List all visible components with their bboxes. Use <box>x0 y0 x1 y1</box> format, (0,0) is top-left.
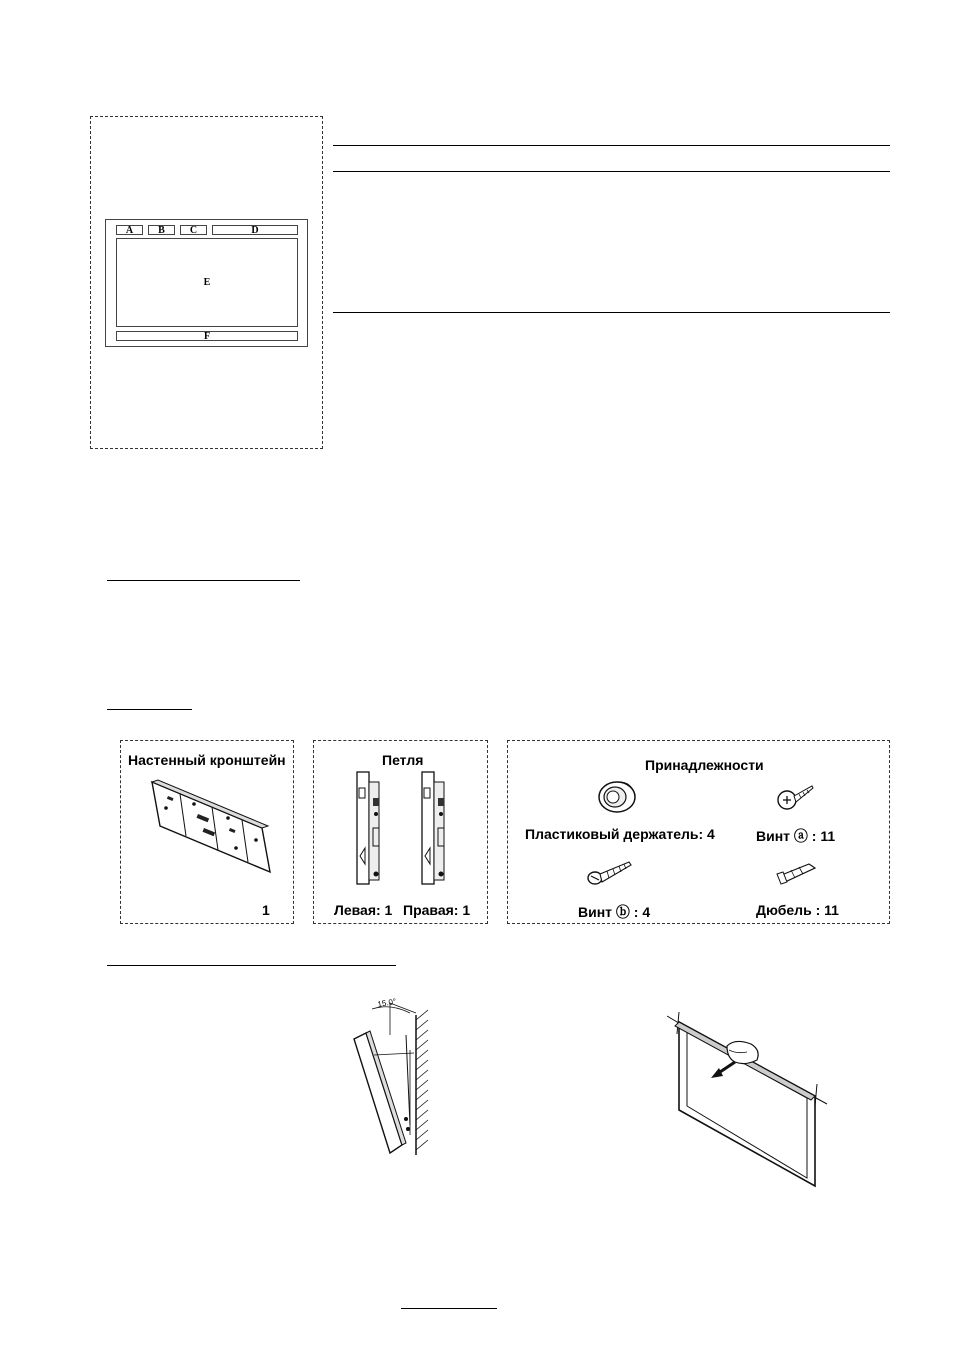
anchor-label: Дюбель : 11 <box>756 902 839 918</box>
screw-a-icon <box>775 782 815 814</box>
page-number-underline <box>401 1308 497 1309</box>
angle-label: 15.0° <box>376 996 397 1009</box>
hinge-title: Петля <box>382 752 424 768</box>
legend-label-f: F <box>116 331 298 341</box>
screw-b-label: Винт ⓑ : 4 <box>578 904 651 920</box>
left-hinge-illustration <box>353 768 387 888</box>
rule-top-3 <box>333 312 890 313</box>
screw-b-icon <box>585 858 635 888</box>
legend-label-d: D <box>212 225 298 235</box>
screw-a-label: Винт ⓐ : 11 <box>756 828 836 844</box>
section-underline-2 <box>107 709 192 710</box>
legend-label-c: C <box>180 225 207 235</box>
wall-bracket-illustration <box>150 780 275 875</box>
legend-label-a: A <box>116 225 143 235</box>
right-hinge-illustration <box>418 768 452 888</box>
legend-label-e: E <box>203 277 211 288</box>
hinge-left-count: Левая: 1 <box>334 902 393 918</box>
rule-top-2 <box>333 171 890 172</box>
section-underline-1 <box>107 580 300 581</box>
rule-top-1 <box>333 145 890 146</box>
plastic-holder-label: Пластиковый держатель: 4 <box>525 826 715 842</box>
accessories-title: Принадлежности <box>645 757 764 773</box>
wall-bracket-count: 1 <box>262 902 270 918</box>
tv-mounting-illustration <box>665 1010 830 1190</box>
hinge-right-count: Правая: 1 <box>403 902 471 918</box>
plastic-holder-icon <box>595 775 639 815</box>
wall-bracket-title: Настенный кронштейн <box>128 752 286 768</box>
section-underline-3 <box>107 965 396 966</box>
legend-label-b: B <box>148 225 175 235</box>
anchor-icon <box>775 858 819 886</box>
tilt-angle-illustration <box>350 995 440 1160</box>
